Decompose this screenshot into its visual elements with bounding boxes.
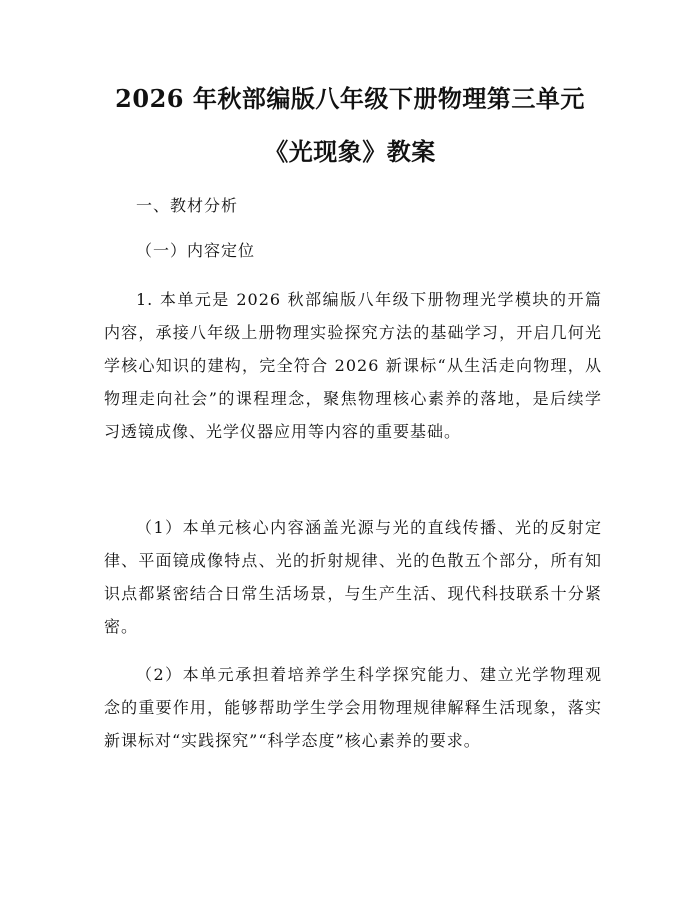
section-heading-teaching-material-analysis: 一、教材分析 [136, 196, 239, 215]
subsection-heading-content-positioning: （一）内容定位 [136, 241, 256, 260]
paragraph-core-content: （1）本单元核心内容涵盖光源与光的直线传播、光的反射定律、平面镜成像特点、光的折射规律、光的色散五个部分，所有知识点都紧密结合日常生活场景，与生产生活、现代科技联系十分紧密。 [104, 518, 602, 636]
document-title-line-1: 2026 年秋部编版八年级下册物理第三单元 [115, 84, 585, 113]
paragraph-unit-overview: 1. 本单元是 2026 秋部编版八年级下册物理光学模块的开篇内容，承接八年级上册物理实验探究方法的基础学习，开启几何光学核心知识的建构，完全符合 2026 新课标“从生活走向物理，从物理走向社会”的课程理念，聚焦物理核心素养的落地，是后续学习透镜成像、光学仪器应用等内容的重要基础。 [104, 290, 602, 441]
document-title-line-2: 《光现象》教案 [264, 137, 436, 166]
paragraph-unit-role: （2）本单元承担着培养学生科学探究能力、建立光学物理观念的重要作用，能够帮助学生学会用物理规律解释生活现象，落实新课标对“实践探究”“科学态度”核心素养的要求。 [104, 665, 602, 750]
